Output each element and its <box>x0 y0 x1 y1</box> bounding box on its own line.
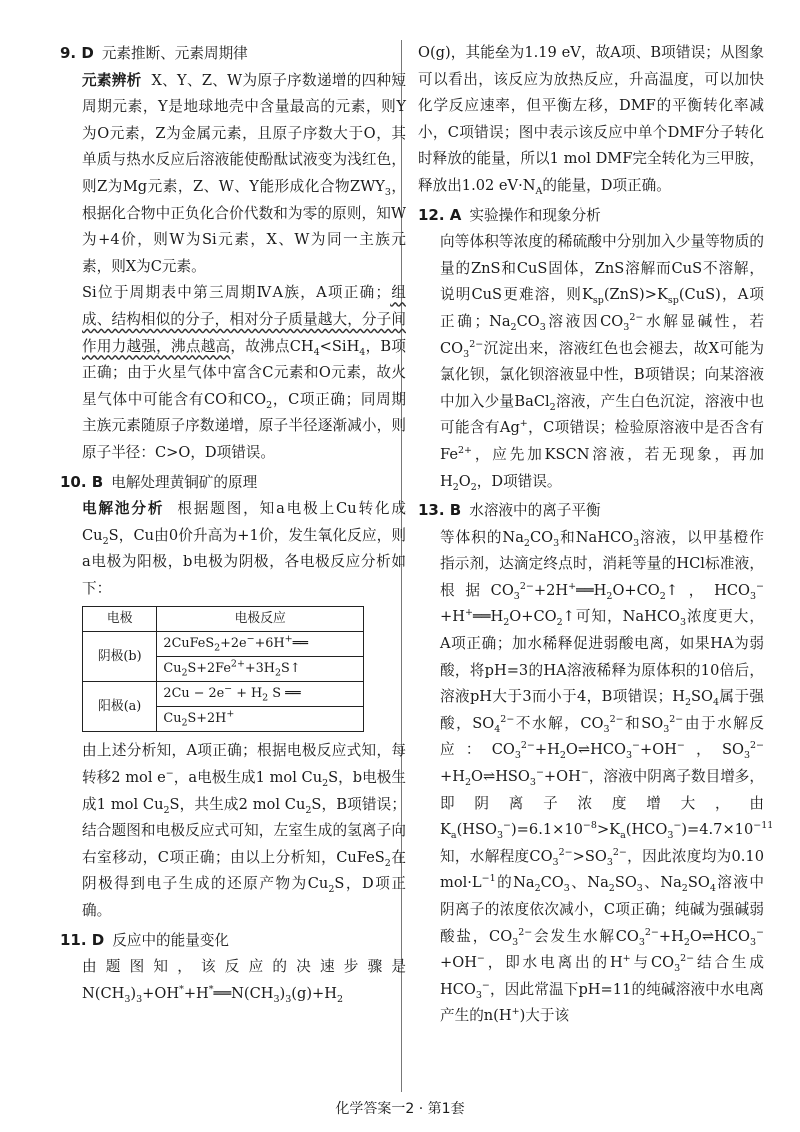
q10-para1: 电解池分析 根据题图，知a电极上Cu转化成$Cu_2S$，Cu由0价升高为+1价，发生氧化反应，则a电极为阳极，b电极为阴极，各电极反应分析如下： <box>82 500 406 597</box>
q13-para1: 等体积的$Na_2CO_3$和NaHCO$_3$溶液，以甲基橙作指示剂，达滴定终点时，消耗等量的HCl标准液，根据$CO_3^{2-}+2H^+══H_2O+CO_2↑$，$HCO_3^-+H^+══H_2O+CO_2↑$可知，NaHCO$_3$浓度更大，A项正确；加水稀释促进弱酸电离，如果HA为弱酸，将pH=3的HA溶液稀释为原体积的10倍后，溶液pH大于3而小于4，B项错误；$H_2SO_4$属于强酸，$SO_4^{2-}$不水解，$CO_3^{2-}$和$SO_3^{2-}$由于水解反应：$CO_3^{2-}+H_2O\rightleftharpoons HCO_3^-+OH^-$，$SO_3^{2-}+H_2O\rightleftharpoons HSO_3^-+OH^-$，溶液中阴离子数目增多，即阴离子浓度增大，由$K_a(HSO_3^-)=6.1\times 10^{-8}>K_a(HCO_3^-)=4.7\times 10^{-11}$知，水解程度$CO_3^{2-}>SO_3^{2-}$，因此浓度均为0.10 $mol\cdot L^{-1}$的$Na_2CO_3$、$Na_2SO_3$、$Na_2SO_4$溶液中阴离子的浓度依次减小，C项正确；纯碱为强碱弱酸盐，$CO_3^{2-}$会发生水解$CO_3^{2-}+H_2O\rightleftharpoons HCO_3^-+OH^-$，即水电离出的H+与$CO_3^{2-}$结合生成$HCO_3^-$，因此常温下pH=11的纯碱溶液中水电离产生的n(H+)大于该 <box>440 528 774 1025</box>
q13-header <box>418 497 764 525</box>
anode-reaction-1: $2Cu - 2e^- + H_2$ S ══ <box>157 682 364 707</box>
cathode-label: 阴极(b) <box>83 632 157 682</box>
q9-para2: Si位于周期表中第三周期ⅣA族，A项正确；组成、结构相似的分子，相对分子质量越大，分子间作用力越强，沸点越高，故沸点$CH_4<SiH_4$，B项正确；由于火星气体中富含C元素和O元素，故火星气体中可能含有CO和$CO_2$，C项正确；同周期主族元素随原子序数递增，原子半径逐渐减小，则原子半径：C>O，D项错误。 <box>82 284 407 461</box>
q9-analysis-title: 元素辨析 <box>82 71 142 89</box>
q11-header <box>60 927 406 955</box>
q9-wavy-emphasis: 组成、结构相似的分子，相对分子质量越大，分子间作用力越强，沸点越高 <box>82 284 406 355</box>
q9-number: 9. D <box>60 44 94 62</box>
q13-tag: 水溶液中的离子平衡 <box>469 502 601 520</box>
table-header-electrode: 电极 <box>83 607 157 632</box>
table-header-reaction: 电极反应 <box>157 607 364 632</box>
q13-number: 13. B <box>418 501 462 520</box>
page-footer: 化学答案一2 · 第1套 <box>335 1101 465 1117</box>
q11-tag: 反应中的能量变化 <box>112 931 230 949</box>
q10-header <box>60 469 406 497</box>
q12-para1: 向等体积等浓度的稀硫酸中分别加入少量等物质的量的ZnS和CuS固体，ZnS溶解而CuS不溶解，说明CuS更难溶，则$K_{sp}(ZnS)>K_{sp}(CuS)$，A项正确；$Na_2CO_3$溶液因$CO_3^{2-}$水解显碱性，若$CO_3^{2-}$沉淀出来，溶液红色也会褪去，故X可能为氯化钡，氯化钡溶液显中性，B项错误；向某溶液中加入少量BaCl$_2$溶液，产生白色沉淀，溶液中也可能含有Ag+，C项错误；检验原溶液中是否含有$Fe^{2+}$，应先加KSCN溶液，若无现象，再加$H_2O_2$，D项错误。 <box>440 233 764 493</box>
cathode-reaction-2: $Cu_2S+2Fe^{2+}+3H_2S↑$ <box>157 657 364 682</box>
q9-tag: 元素推断、元素周期律 <box>101 45 248 62</box>
q12-number: 12. A <box>418 205 462 224</box>
anode-label: 阳极(a) <box>83 682 157 732</box>
q10-analysis-title: 电解池分析 <box>82 500 165 518</box>
anode-reaction-2: $Cu_2S+2H^+$ <box>157 707 364 732</box>
q10-number: 10. B <box>60 472 104 491</box>
q12-header <box>418 202 764 230</box>
q9-header <box>60 40 406 68</box>
q11-para1: 由题图知，该反应的决速步骤是$N(CH_3)_3+OH^*+H^*══N(CH_3)_3(g)+H_2$ <box>82 958 406 1005</box>
left-column <box>60 40 406 1007</box>
q11-continued: O(g)，其能垒为1.19 eV，故A项、B项错误；从图象可以看出，该反应为放热反应，升高温度，可以加快化学反应速率，但平衡左移，DMF的平衡转化率减小，C项错误；图中表示该反应中单个DMF分子转化时释放的能量，所以1 mol DMF完全转化为三甲胺，释放出1.02 $eV\cdot N_A$的能量，D项正确。 <box>418 44 764 197</box>
cathode-reaction-1: 2CuFeS$_2$+2e−+6H+══ <box>157 632 364 657</box>
q10-tag: 电解处理黄铜矿的原理 <box>111 473 258 491</box>
q9-para1: 元素辨析 X、Y、Z、W为原子序数递增的四种短周期元素，Y是地球地壳中含量最高的元素，则Y为O元素，Z为金属元素，且原子序数大于O，其单质与热水反应后溶液能使酚酞试液变为浅红色，则Z为Mg元素，Z、W、Y能形成化合物$ZWY_3$，根据化合物中正负化合价代数和为零的原则，知W为+4价，则W为Si元素，X、W为同一主族元素，则X为C元素。 <box>82 71 406 275</box>
q10-para2: 由上述分析知，A项正确；根据电极反应式知，每转移2 mol e−，a电极生成1 mol $Cu_2S$，b电极生成1 mol $Cu_2S$，共生成2 mol $Cu_2S$，B项错误；结合题图和电极反应式可知，左室生成的氢离子向右室移动，C项正确；由以上分析知，CuFeS$_2$在阴极得到电子生成的还原产物为$Cu_2S$，D项正确。 <box>82 742 407 920</box>
q12-tag: 实验操作和现象分析 <box>469 206 601 224</box>
right-column <box>418 40 774 1030</box>
q11-number: 11. D <box>60 930 105 949</box>
electrode-table <box>82 606 364 732</box>
